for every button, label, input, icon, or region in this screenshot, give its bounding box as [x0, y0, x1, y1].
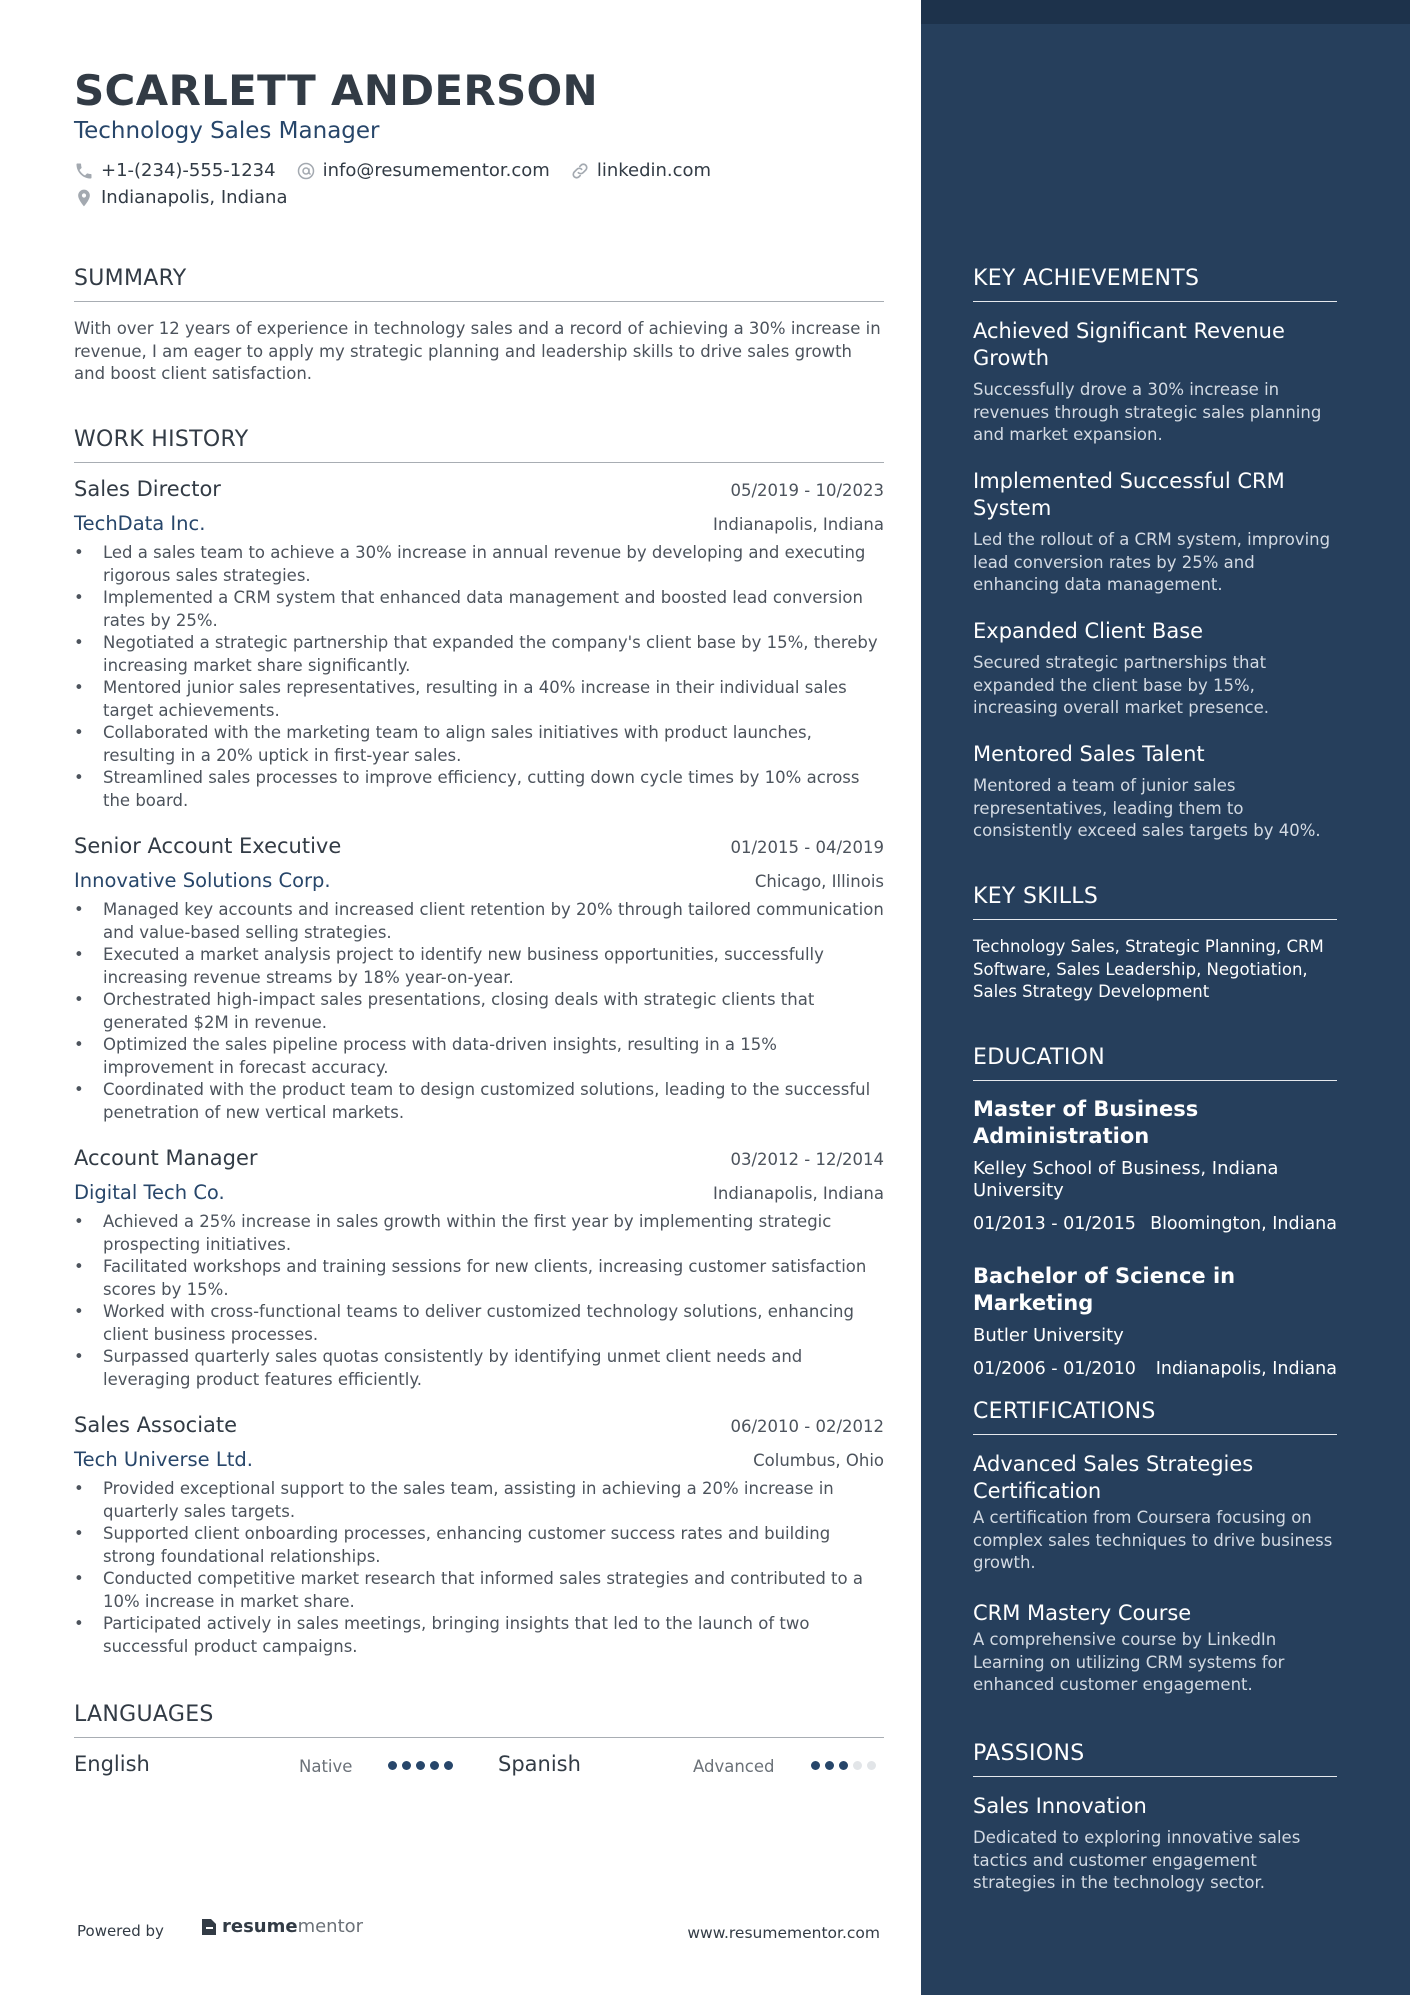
achievement-title: Implemented Successful CRM System	[973, 469, 1285, 520]
achievement-title: Mentored Sales Talent	[973, 742, 1205, 766]
bullet: • Optimized the sales pipeline process with data-driven insights, resulting in a 15% improvement in forecast accuracy.	[74, 1034, 884, 1079]
bullet: • Implemented a CRM system that enhanced data management and boosted lead conversion rates by 25%.	[74, 587, 884, 632]
job-location: Indianapolis, Indiana	[713, 515, 884, 534]
education-heading: EDUCATION	[973, 1045, 1337, 1081]
footer	[74, 1916, 884, 1946]
location-row	[74, 187, 308, 208]
contact-row	[74, 160, 731, 181]
bullet: • Supported client onboarding processes, enhancing customer success rates and building strong foundational relationships.	[74, 1523, 884, 1568]
education-dates: 01/2013 - 01/2015	[973, 1214, 1136, 1234]
certification-item	[973, 1600, 1337, 1697]
certification-title: Advanced Sales Strategies Certification	[973, 1452, 1254, 1503]
contact-email[interactable]	[296, 160, 550, 181]
certifications-heading: CERTIFICATIONS	[973, 1399, 1337, 1435]
job-bullets	[74, 1211, 884, 1391]
skills-text: Technology Sales, Strategic Planning, CRM Software, Sales Leadership, Negotiation, Sales Strategy Development	[973, 937, 1324, 1001]
resumementor-logo-icon	[200, 1917, 218, 1937]
education-location: Bloomington, Indiana	[1150, 1214, 1337, 1234]
phone-text: +1-(234)-555-1234	[101, 160, 276, 181]
rating-dot-empty	[867, 1761, 876, 1770]
bullet: • Achieved a 25% increase in sales growth within the first year by implementing strategic prospecting initiatives.	[74, 1211, 884, 1256]
achievement-item	[973, 618, 1337, 720]
bullet: • Surpassed quarterly sales quotas consistently by identifying unmet client needs and leveraging product features efficiently.	[74, 1346, 884, 1391]
job-title: Technology Sales Manager	[74, 118, 380, 144]
job-dates: 06/2010 - 02/2012	[730, 1417, 884, 1436]
link-icon	[570, 161, 590, 181]
bullet: • Led a sales team to achieve a 30% increase in annual revenue by developing and executing rigorous sales strategies.	[74, 542, 884, 587]
language-level: Native	[299, 1757, 353, 1776]
summary-heading: SUMMARY	[74, 266, 884, 302]
degree-title: Bachelor of Science in Marketing	[973, 1264, 1236, 1315]
job-entry	[74, 477, 884, 812]
contact-linkedin[interactable]	[570, 160, 711, 181]
language-rating	[811, 1761, 881, 1770]
job-role: Sales Associate	[74, 1413, 238, 1437]
job-dates: 05/2019 - 10/2023	[730, 481, 884, 500]
bullet: • Facilitated workshops and training sessions for new clients, increasing customer satisfaction scores by 15%.	[74, 1256, 884, 1301]
certification-text: A comprehensive course by LinkedIn Learning on utilizing CRM systems for enhanced customer engagement.	[973, 1630, 1285, 1694]
rating-dot-filled	[430, 1761, 439, 1770]
language-name: Spanish	[498, 1752, 581, 1776]
education-item	[973, 1263, 1337, 1379]
bullet: • Mentored junior sales representatives, resulting in a 40% increase in their individual sales target achievements.	[74, 677, 884, 722]
at-icon	[296, 161, 316, 181]
achievements-heading: KEY ACHIEVEMENTS	[973, 266, 1337, 302]
rating-dot-filled	[839, 1761, 848, 1770]
job-company: Digital Tech Co.	[74, 1181, 225, 1204]
job-entry	[74, 1413, 884, 1658]
job-company: TechData Inc.	[74, 512, 206, 535]
contact-phone	[74, 160, 276, 181]
bullet: • Worked with cross-functional teams to deliver customized technology solutions, enhancing client business processes.	[74, 1301, 884, 1346]
linkedin-text[interactable]: linkedin.com	[596, 160, 712, 181]
brand-logo[interactable]	[200, 1916, 363, 1937]
bullet: • Managed key accounts and increased client retention by 20% through tailored communication and value-based selling strategies.	[74, 899, 884, 944]
school-name: Butler University	[973, 1325, 1124, 1346]
location-text: Indianapolis, Indiana	[101, 187, 288, 208]
brand-name-bold: resume	[222, 1916, 298, 1937]
passion-text: Dedicated to exploring innovative sales tactics and customer engagement strategies in the technology sector.	[973, 1828, 1301, 1892]
bullet: • Orchestrated high-impact sales presentations, closing deals with strategic clients that generated $2M in revenue.	[74, 989, 884, 1034]
rating-dot-filled	[811, 1761, 820, 1770]
certification-title: CRM Mastery Course	[973, 1601, 1192, 1625]
bullet: • Streamlined sales processes to improve efficiency, cutting down cycle times by 10% across the board.	[74, 767, 884, 812]
job-bullets	[74, 1478, 884, 1658]
location-pin-icon	[74, 188, 94, 208]
sidebar	[921, 0, 1410, 1995]
job-entry	[74, 834, 884, 1124]
languages-heading: LANGUAGES	[74, 1702, 884, 1738]
job-dates: 03/2012 - 12/2014	[730, 1150, 884, 1169]
passion-item	[973, 1793, 1337, 1895]
education-location: Indianapolis, Indiana	[1155, 1359, 1337, 1379]
website-link[interactable]: www.resumementor.com	[687, 1924, 880, 1942]
job-dates: 01/2015 - 04/2019	[730, 838, 884, 857]
achievement-item	[973, 741, 1337, 843]
bullet: • Collaborated with the marketing team to align sales initiatives with product launches, resulting in a 20% uptick in first-year sales.	[74, 722, 884, 767]
job-company: Innovative Solutions Corp.	[74, 869, 331, 892]
passions-heading: PASSIONS	[973, 1741, 1337, 1777]
achievement-item	[973, 468, 1337, 597]
rating-dot-filled	[825, 1761, 834, 1770]
candidate-name: SCARLETT ANDERSON	[74, 66, 599, 115]
bullet: • Coordinated with the product team to design customized solutions, leading to the successful penetration of new vertical markets.	[74, 1079, 884, 1124]
languages-row	[74, 1752, 884, 1782]
email-text[interactable]: info@resumementor.com	[322, 160, 550, 181]
certification-item	[973, 1451, 1337, 1575]
job-role: Account Manager	[74, 1146, 258, 1170]
job-location: Chicago, Illinois	[754, 872, 884, 891]
language-name: English	[74, 1752, 150, 1776]
powered-by-text: Powered by	[77, 1922, 164, 1940]
job-bullets	[74, 542, 884, 812]
job-location: Columbus, Ohio	[753, 1451, 884, 1470]
skills-heading: KEY SKILLS	[973, 884, 1337, 920]
achievement-title: Expanded Client Base	[973, 619, 1204, 643]
certification-text: A certification from Coursera focusing on complex sales techniques to drive business growth.	[973, 1508, 1333, 1572]
phone-icon	[74, 161, 94, 181]
achievement-text: Led the rollout of a CRM system, improving lead conversion rates by 25% and enhancing data management.	[973, 530, 1331, 594]
job-entry	[74, 1146, 884, 1391]
rating-dot-filled	[402, 1761, 411, 1770]
job-location: Indianapolis, Indiana	[713, 1184, 884, 1203]
work-history-heading: WORK HISTORY	[74, 427, 884, 463]
degree-title: Master of Business Administration	[973, 1097, 1199, 1148]
rating-dot-filled	[388, 1761, 397, 1770]
rating-dot-empty	[853, 1761, 862, 1770]
contact-location	[74, 187, 288, 208]
achievement-text: Successfully drove a 30% increase in revenues through strategic sales planning and market expansion.	[973, 380, 1322, 444]
language-rating	[388, 1761, 458, 1770]
achievement-text: Mentored a team of junior sales representatives, leading them to consistently exceed sales targets by 40%.	[973, 776, 1321, 840]
job-company: Tech Universe Ltd.	[74, 1448, 253, 1471]
rating-dot-filled	[416, 1761, 425, 1770]
achievement-item	[973, 318, 1337, 447]
bullet: • Executed a market analysis project to identify new business opportunities, successfully increasing revenue streams by 18% year-on-year.	[74, 944, 884, 989]
language-level: Advanced	[693, 1757, 775, 1776]
bullet: • Negotiated a strategic partnership that expanded the company's client base by 15%, thereby increasing market share significantly.	[74, 632, 884, 677]
school-name: Kelley School of Business, Indiana University	[973, 1158, 1279, 1201]
rating-dot-filled	[444, 1761, 453, 1770]
education-item	[973, 1096, 1337, 1234]
bullet: • Provided exceptional support to the sales team, assisting in achieving a 20% increase in quarterly sales targets.	[74, 1478, 884, 1523]
job-bullets	[74, 899, 884, 1124]
brand-name-light: mentor	[297, 1916, 364, 1937]
summary-text: With over 12 years of experience in technology sales and a record of achieving a 30% increase in revenue, I am eager to apply my strategic planning and leadership skills to drive sales growth and boost client satisfaction.	[74, 319, 881, 383]
passion-title: Sales Innovation	[973, 1794, 1147, 1818]
job-role: Senior Account Executive	[74, 834, 342, 858]
education-dates: 01/2006 - 01/2010	[973, 1359, 1136, 1379]
sidebar-top-bar	[921, 0, 1410, 24]
job-role: Sales Director	[74, 477, 221, 501]
achievement-title: Achieved Significant Revenue Growth	[973, 319, 1285, 370]
bullet: • Conducted competitive market research that informed sales strategies and contributed to a 10% increase in market share.	[74, 1568, 884, 1613]
bullet: • Participated actively in sales meetings, bringing insights that led to the launch of two successful product campaigns.	[74, 1613, 884, 1658]
achievement-text: Secured strategic partnerships that expanded the client base by 15%, increasing overall market presence.	[973, 653, 1269, 717]
